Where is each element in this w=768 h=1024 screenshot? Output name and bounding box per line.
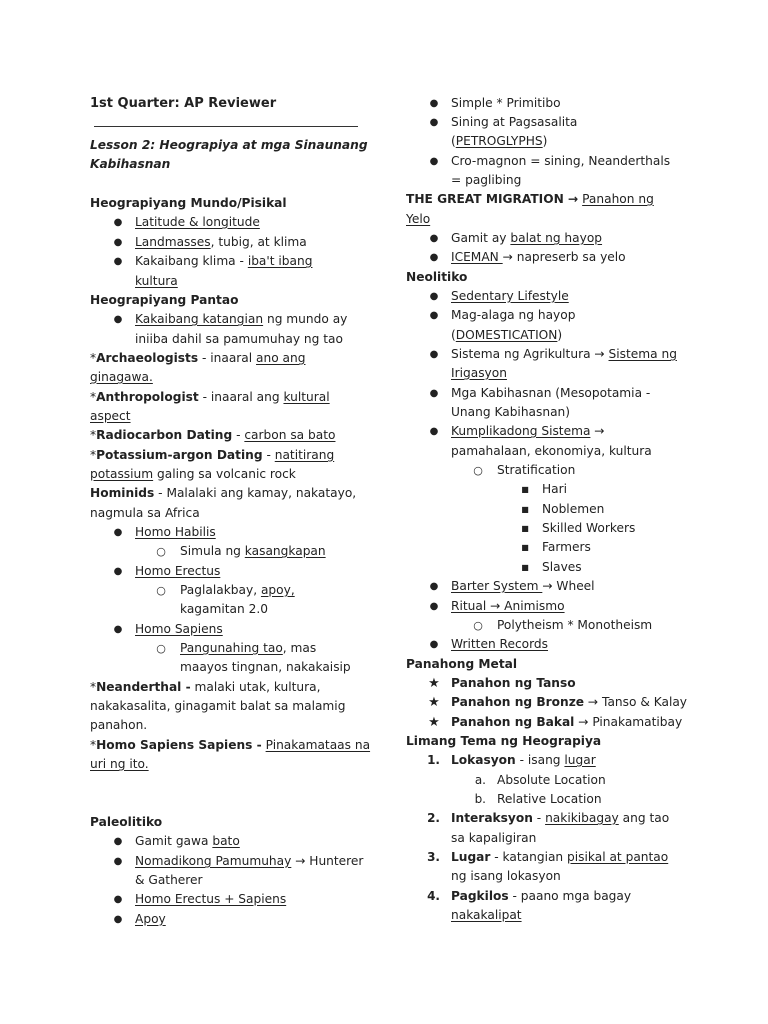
- definition-neanderthal: *Neanderthal - malaki utak, kultura,: [90, 680, 321, 694]
- definition-continuation: aspect: [90, 409, 131, 423]
- bullet-icon: ●: [429, 233, 439, 244]
- square-bullet-icon: ■: [521, 563, 529, 572]
- definition-potassium-argon-dating: *Potassium-argon Dating - natitirang: [90, 448, 335, 462]
- heading-paleolitiko: Paleolitiko: [90, 815, 163, 829]
- list-item: Latitude & longitude: [135, 215, 260, 229]
- list-item: Lugar - katangian pisikal at pantao: [451, 850, 669, 864]
- definition-continuation: potassium galing sa volcanic rock: [90, 467, 296, 481]
- list-item: Lokasyon - isang lugar: [451, 753, 596, 767]
- list-item-continuation: pamahalaan, ekonomiya, kultura: [451, 444, 652, 458]
- bullet-icon: ●: [113, 894, 123, 905]
- list-item-continuation: maayos tingnan, nakakaisip: [180, 660, 351, 674]
- list-item-continuation: iniiba dahil sa pamumuhay ng tao: [135, 332, 343, 346]
- list-item: Slaves: [542, 560, 582, 574]
- bullet-icon: ●: [113, 624, 123, 635]
- bullet-icon: ●: [113, 914, 123, 925]
- list-number: 2.: [427, 811, 440, 825]
- list-item: Sedentary Lifestyle: [451, 289, 569, 303]
- bullet-icon: ●: [113, 566, 123, 577]
- list-item: Simula ng kasangkapan: [180, 544, 326, 558]
- list-item: Apoy: [135, 912, 166, 926]
- definition-continuation: ginagawa.: [90, 370, 153, 384]
- circle-bullet-icon: ○: [473, 464, 483, 477]
- bullet-icon: ●: [429, 388, 439, 399]
- definition-anthropologist: *Anthropologist - inaaral ang kultural: [90, 390, 330, 404]
- square-bullet-icon: ■: [521, 485, 529, 494]
- list-item-continuation: nakakalipat: [451, 908, 522, 922]
- bullet-icon: ●: [113, 256, 123, 267]
- list-item: Sining at Pagsasalita: [451, 115, 578, 129]
- circle-bullet-icon: ○: [473, 619, 483, 632]
- list-item: Pagkilos - paano mga bagay: [451, 889, 632, 903]
- heading-panahong-metal: Panahong Metal: [406, 657, 518, 671]
- bullet-icon: ●: [113, 217, 123, 228]
- lesson-title-line-2: Kabihasnan: [90, 157, 171, 171]
- list-item: Barter System → Wheel: [451, 579, 595, 593]
- definition-continuation: uri ng ito.: [90, 757, 149, 771]
- list-item-continuation: (PETROGLYPHS): [451, 134, 548, 148]
- bullet-icon: ●: [429, 581, 439, 592]
- list-item: Panahon ng Bronze → Tanso & Kalay: [451, 695, 688, 709]
- list-letter: a.: [474, 773, 486, 787]
- list-item: Simple * Primitibo: [451, 96, 561, 110]
- list-item: Hari: [542, 482, 568, 496]
- bullet-icon: ●: [429, 310, 439, 321]
- list-letter: b.: [474, 792, 486, 806]
- list-item-continuation: kultura: [135, 274, 178, 288]
- list-item: Kakaibang katangian ng mundo ay: [135, 312, 348, 326]
- list-item-continuation: kagamitan 2.0: [180, 602, 269, 616]
- definition-radiocarbon-dating: *Radiocarbon Dating - carbon sa bato: [90, 428, 336, 442]
- list-item: Mag-alaga ng hayop: [451, 308, 576, 322]
- star-icon: ★: [428, 676, 440, 691]
- list-item: Stratification: [497, 463, 576, 477]
- bullet-icon: ●: [429, 252, 439, 263]
- list-item: Farmers: [542, 540, 591, 554]
- heading-continuation: Yelo: [406, 212, 431, 226]
- heading-heograpiyang-mundo: Heograpiyang Mundo/Pisikal: [90, 196, 287, 210]
- heading-heograpiyang-pantao: Heograpiyang Pantao: [90, 293, 239, 307]
- list-item: Ritual → Animismo: [451, 599, 565, 613]
- list-item: Gamit gawa bato: [135, 834, 240, 848]
- list-item: Landmasses, tubig, at klima: [135, 235, 307, 249]
- square-bullet-icon: ■: [521, 505, 529, 514]
- list-item: Mga Kabihasnan (Mesopotamia -: [451, 386, 651, 400]
- list-item: Homo Sapiens: [135, 622, 223, 636]
- list-item: Noblemen: [542, 502, 605, 516]
- list-item: Cro-magnon = sining, Neanderthals: [451, 154, 671, 168]
- list-item-continuation: sa kapaligiran: [451, 831, 537, 845]
- list-item: Polytheism * Monotheism: [497, 618, 653, 632]
- list-item: Kumplikadong Sistema →: [451, 424, 605, 438]
- list-item: Homo Erectus: [135, 564, 221, 578]
- heading-limang-tema: Limang Tema ng Heograpiya: [406, 734, 602, 748]
- list-item-continuation: & Gatherer: [135, 873, 203, 887]
- star-icon: ★: [428, 715, 440, 730]
- bullet-icon: ●: [429, 117, 439, 128]
- list-item: Interaksyon - nakikibagay ang tao: [451, 811, 670, 825]
- bullet-icon: ●: [113, 836, 123, 847]
- bullet-icon: ●: [113, 856, 123, 867]
- list-item: Gamit ay balat ng hayop: [451, 231, 603, 245]
- bullet-icon: ●: [429, 291, 439, 302]
- heading-neolitiko: Neolitiko: [406, 270, 468, 284]
- definition-continuation: panahon.: [90, 718, 148, 732]
- list-item: Panahon ng Tanso: [451, 676, 576, 690]
- list-item: Kakaibang klima - iba't ibang: [135, 254, 313, 268]
- document-title: 1st Quarter: AP Reviewer: [90, 96, 277, 111]
- list-item: Panahon ng Bakal → Pinakamatibay: [451, 715, 683, 729]
- star-icon: ★: [428, 695, 440, 710]
- heading-great-migration: THE GREAT MIGRATION → Panahon ng: [406, 192, 654, 206]
- bullet-icon: ●: [429, 601, 439, 612]
- circle-bullet-icon: ○: [156, 584, 166, 597]
- list-item-continuation: = paglibing: [451, 173, 522, 187]
- circle-bullet-icon: ○: [156, 545, 166, 558]
- list-item-continuation: Irigasyon: [451, 366, 507, 380]
- list-item: Homo Habilis: [135, 525, 216, 539]
- list-item: Paglalakbay, apoy,: [180, 583, 295, 597]
- definition-archaeologists: *Archaeologists - inaaral ano ang: [90, 351, 306, 365]
- list-item-continuation: ng isang lokasyon: [451, 869, 561, 883]
- bullet-icon: ●: [429, 639, 439, 650]
- list-item: Homo Erectus + Sapiens: [135, 892, 287, 906]
- bullet-icon: ●: [113, 237, 123, 248]
- list-item: Sistema ng Agrikultura → Sistema ng: [451, 347, 677, 361]
- list-item: ICEMAN → napreserb sa yelo: [451, 250, 626, 264]
- definition-hominids: Hominids - Malalaki ang kamay, nakatayo,: [90, 486, 357, 500]
- list-number: 4.: [427, 889, 440, 903]
- bullet-icon: ●: [429, 98, 439, 109]
- list-item-continuation: Unang Kabihasnan): [451, 405, 571, 419]
- list-item: Absolute Location: [497, 773, 606, 787]
- square-bullet-icon: ■: [521, 524, 529, 533]
- list-number: 3.: [427, 850, 440, 864]
- bullet-icon: ●: [429, 426, 439, 437]
- list-item: Skilled Workers: [542, 521, 636, 535]
- square-bullet-icon: ■: [521, 543, 529, 552]
- bullet-icon: ●: [113, 527, 123, 538]
- bullet-icon: ●: [113, 314, 123, 325]
- lesson-title-line-1: Lesson 2: Heograpiya at mga Sinaunang: [90, 138, 368, 152]
- list-number: 1.: [427, 753, 440, 767]
- list-item: Nomadikong Pamumuhay → Hunterer: [135, 854, 364, 868]
- list-item: Written Records: [451, 637, 549, 651]
- list-item: Relative Location: [497, 792, 602, 806]
- list-item-continuation: (DOMESTICATION): [451, 328, 563, 342]
- bullet-icon: ●: [429, 349, 439, 360]
- bullet-icon: ●: [429, 156, 439, 167]
- definition-homo-sapiens-sapiens: *Homo Sapiens Sapiens - Pinakamataas na: [90, 738, 371, 752]
- circle-bullet-icon: ○: [156, 642, 166, 655]
- definition-continuation: nagmula sa Africa: [90, 506, 200, 520]
- definition-continuation: nakakasalita, ginagamit balat sa malamig: [90, 699, 346, 713]
- list-item: Pangunahing tao, mas: [180, 641, 317, 655]
- title-divider: [94, 126, 358, 127]
